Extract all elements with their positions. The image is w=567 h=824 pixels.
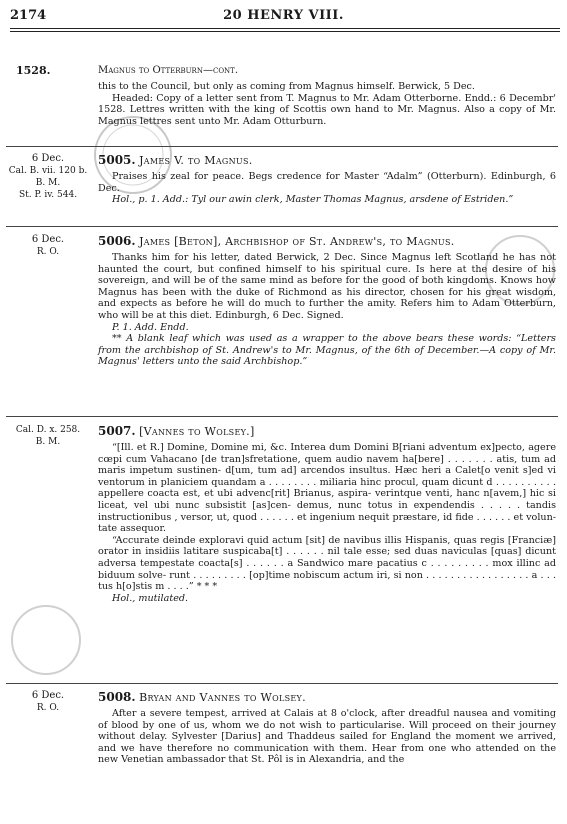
entry-paragraph: Praises his zeal for peace. Begs credence for Master “Adalm” (Otterburn). Edinburgh, 6 Dec. xyxy=(98,171,556,194)
entry-paragraph: Thanks him for his letter, dated Berwick, 2 Dec. Since Magnus left Scotland he has not haunted the court, but confined himself to his spiritual cure. Is here at the desire of his sovereign, and will be of the same mind as before for the good of both kingdoms. Knows how Magnus has been with the duke of Richmond as his director, chosen for his great wisdom, and expects as before he will do much to further the amity. Refers him to Adam Otterburn, who will be at this diet. Edinburgh, 6 Dec. Signed. xyxy=(98,252,556,321)
entry-paragraph: Hol., mutilated. xyxy=(112,592,189,604)
margin-note-5007: Cal. D. x. 258. B. M. xyxy=(15,425,81,447)
entry-5008 xyxy=(98,690,556,766)
entry-heading: 5005. James V. to Magnus. xyxy=(98,153,253,167)
entry-separator xyxy=(6,146,558,147)
entry-separator xyxy=(6,416,558,417)
entry-paragraph: ** A blank leaf which was used as a wrapper to the above bears these words: “Letters from the archbishop of St. Andrew's to Mr. Magnus, of the 6th of December.—A copy of Mr. Magnus' letters unto the said Archbishop.” xyxy=(98,333,556,368)
margin-note-5006: 6 Dec. R. O. xyxy=(31,234,65,257)
header-rule xyxy=(10,28,560,29)
entry-separator xyxy=(6,226,558,227)
entry-paragraph: After a severe tempest, arrived at Calais at 8 o'clock, after dreadful nausea and vomiting of blood by one of us, whom we do not wish to particularise. Will proceed on their journey without delay. Sylvester [Darius] and Thaddeus sailed for England the moment we arrived, and we have therefore no communication with them. Hear from one who attended on the new Venetian ambassador that St. Pôl is in Alexandria, and the xyxy=(98,708,556,766)
entry-paragraph: P. 1. Add. Endd. xyxy=(112,321,189,333)
entry-paragraph: “[Ill. et R.] Domine, Domine mi, &c. Interea dum Domini B[riani adventum ex]pecto, agere cœpi cum Vahacano [de tran]sfretatione, quem audio navem ha[bere] . . . . . . . atis, tum ad maris impetum sustinen- d[um, tum ad] arcendos insultus. Hæc heri a Calet[o venit s]ed vi ventorum in planiciem quandam a . . . . . . . . miliaria hinc procul, quam dicunt d . . . . . . . . . . appellere coacta est, et ubi advenc[rit] Brianus, aspira- verintque venti, hanc n[avem,] hic si liceat, vel ubi nunc subsistit [as]cen- demus, nunc totus in expendendis . . . . . tandis instructionibus , versor, ut, quod . . . . . . et ingenium nequit præstare, id fide . . . . . . et volun- tate assequor. xyxy=(98,442,556,535)
entry-5006 xyxy=(98,234,556,368)
entry-paragraph: Hol., p. 1. Add.: Tyl our awin clerk, Master Thomas Magnus, arsdene of Estriden.” xyxy=(112,194,514,206)
continued-heading: Magnus to Otterburn—cont. xyxy=(98,65,239,76)
entry-separator xyxy=(6,683,558,684)
header-rule-2 xyxy=(10,31,560,32)
year-label: 1528. xyxy=(16,64,51,77)
margin-note-5008: 6 Dec. R. O. xyxy=(31,690,65,713)
entry-paragraph: this to the Council, but only as coming from Magnus himself. Berwick, 5 Dec. xyxy=(98,81,475,92)
entry-paragraph: “Accurate deinde exploravi quid actum [sit] de navibus illis Hispanis, quas regis [Franciæ] orator in insidiis latitare suspicaba[t] . . . . . . nil tale esse; sed duas naviculas [quas] dicunt adversa tempestate coacta[s] . . . . . . a Sandwico mare pacatius c . . . . . . . . . mox illinc ad biduum solve- runt . . . . . . . . . [op]time nobiscum actum iri, si non . . . . . . . . . . . . . . . . . a . . . tus h[o]stis m . . . .” * * * xyxy=(98,534,556,593)
entry-heading: 5008. Bryan and Vannes to Wolsey. xyxy=(98,690,306,704)
entry-continued xyxy=(98,64,556,127)
entry-5007 xyxy=(98,424,556,604)
page-number: 2174 xyxy=(10,8,47,23)
entry-heading: 5007. [Vannes to Wolsey.] xyxy=(98,424,255,438)
running-head: 20 HENRY VIII. xyxy=(223,8,344,23)
entry-paragraph: Headed: Copy of a letter sent from T. Magnus to Mr. Adam Otterborne. Endd.: 6 Decembr' 1528. Lettres written with the king of Scottis own hand to Mr. Magnus. Also a copy of Mr. Magnus lettres sent unto Mr. Adam Otturburn. xyxy=(98,92,556,127)
entry-heading: 5006. James [Beton], Archbishop of St. Andrew's, to Magnus. xyxy=(98,234,455,248)
library-stamp xyxy=(6,600,86,680)
margin-note-5005: 6 Dec. Cal. B. vii. 120 b. B. M. St. P. iv. 544. xyxy=(8,153,88,200)
entry-5005 xyxy=(98,153,556,206)
